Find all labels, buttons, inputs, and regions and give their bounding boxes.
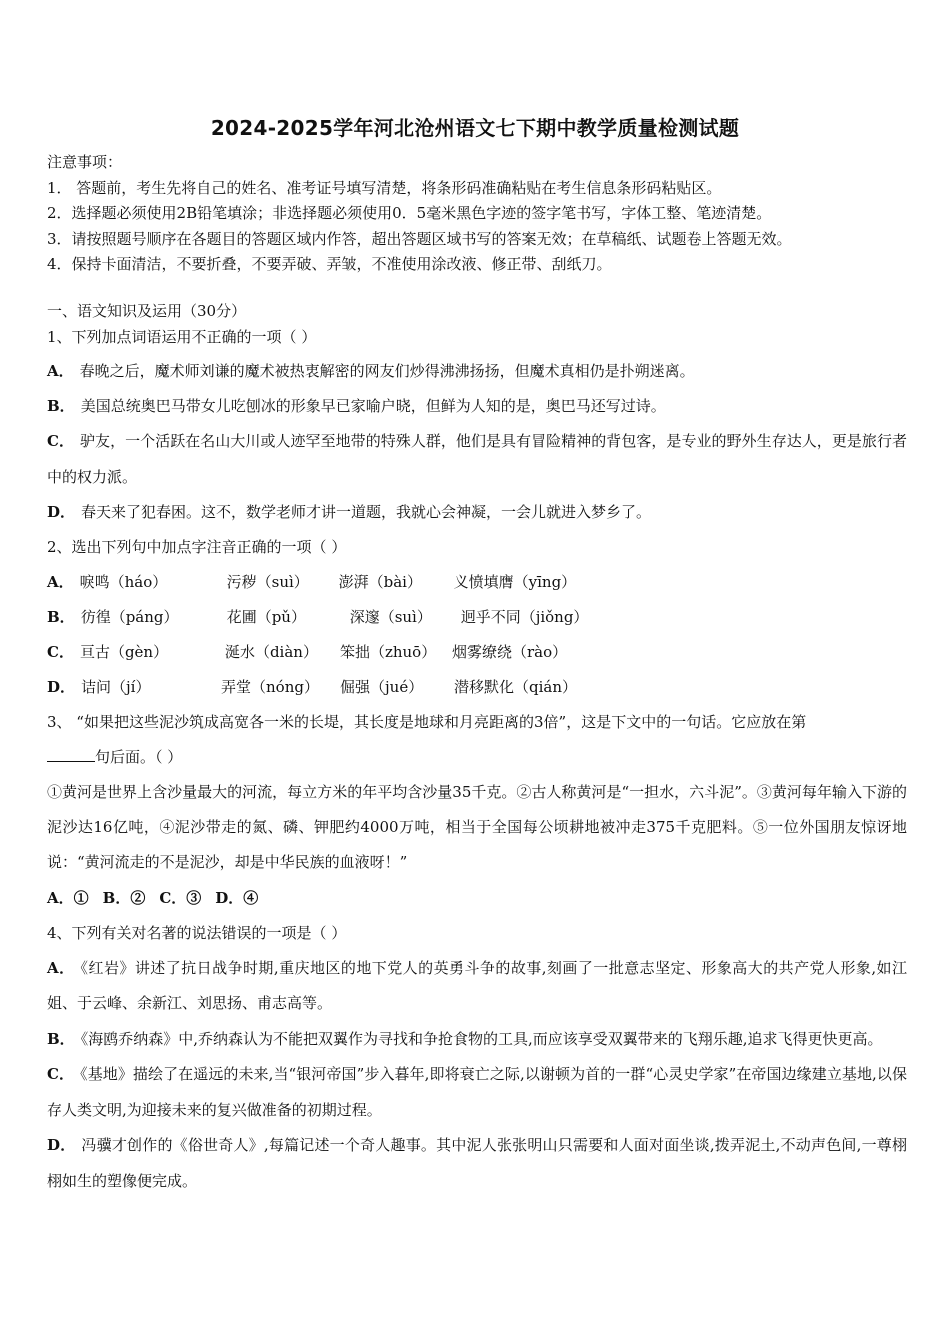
notice-item: 4．保持卡面清洁，不要折叠，不要弄破、弄皱，不准使用涂改液、修正带、刮纸刀。 [47,255,612,273]
option-word: 笨拙（zhuō） [339,643,437,661]
q2-option-d [47,670,907,705]
option-b: B．② [102,888,146,907]
option-label: A． [47,362,74,380]
section-heading: 一、语文知识及运用（30分） [47,302,247,320]
q1-option-a [47,354,907,389]
q3-options [47,881,907,916]
q4-option-d [47,1128,907,1199]
option-text: 驴友，一个活跃在名山大川或人迹罕至地带的特殊人群，他们是具有冒险精神的背包客，是专业的野外生存达人，更是旅行者中的权力派。 [47,432,907,486]
notice-heading: 注意事项： [47,153,123,171]
page-title: 2024-2025学年河北沧州语文七下期中教学质量检测试题 [210,116,740,140]
option-word: 潜移默化（qián） [454,678,578,696]
q2-option-c [47,635,907,670]
q3-stem-suffix: 句后面。（ ） [95,748,183,766]
option-label: B． [47,608,75,626]
option-label: C． [47,1065,75,1084]
q4-option-a [47,951,907,1022]
option-word: 迥乎不同（jiǒng） [460,608,589,626]
option-word: 澎湃（bài） [338,573,422,591]
option-label: D． [47,503,76,521]
q3-passage: ①黄河是世界上含沙量最大的河流，每立方米的年平均含沙量35千克。②古人称黄河是“一担水，六斗泥”。③黄河每年输入下游的泥沙达16亿吨，④泥沙带走的氮、磷、钾肥约4000万吨，相当于全国每公顷耕地被冲走375千克肥料。⑤一位外国朋友惊讶地说：“黄河流走的不是泥沙，却是中华民族的血液呀！” [47,783,907,872]
option-word: 污秽（suì） [226,573,309,591]
option-word: 涎水（diàn） [224,643,318,661]
option-word: 弄堂（nóng） [221,678,319,696]
option-a: A．① [47,888,89,907]
q1-stem: 1、下列加点词语运用不正确的一项（ ） [47,328,317,346]
q2-option-a [47,565,907,600]
option-label: D． [47,1136,76,1155]
option-label: B． [47,1029,75,1048]
option-text: 美国总统奥巴马带女儿吃刨冰的形象早已家喻户晓，但鲜为人知的是，奥巴马还写过诗。 [80,397,666,415]
option-label: D． [47,678,76,696]
q2-stem: 2、选出下列句中加点字注音正确的一项（ ） [47,538,347,556]
q3-stem-line1: 3、 “如果把这些泥沙筑成高宽各一米的长堤，其长度是地球和月亮距离的3倍”，这是下文中的一句话。它应放在第 [47,713,807,731]
notice-item: 2．选择题必须使用2B铅笔填涂；非选择题必须使用0．5毫米黑色字迹的签字笔书写，字体工整、笔迹清楚。 [47,204,772,222]
option-label: A． [47,573,74,591]
q3-stem-line2 [47,740,907,775]
q2-option-b [47,600,907,635]
option-word: 诘问（jí） [81,678,151,696]
notice-section [47,150,792,278]
option-word: 彷徨（páng） [80,608,179,626]
q4-stem: 4、下列有关对名著的说法错误的一项是（ ） [47,923,347,942]
q4-option-c [47,1057,907,1128]
option-label: C． [47,432,75,450]
option-c: C．③ [159,888,202,907]
option-d: D．④ [215,888,259,907]
option-text: 春晚之后，魔术师刘谦的魔术被热衷解密的网友们炒得沸沸扬扬，但魔术真相仍是扑朔迷离。 [79,362,695,380]
option-text: 《红岩》讲述了抗日战争时期,重庆地区的地下党人的英勇斗争的故事,刻画了一批意志坚定、形象高大的共产党人形象,如江姐、于云峰、余新江、刘思扬、甫志高等。 [47,958,908,1013]
option-word: 深邃（suì） [349,608,432,626]
option-text: 冯骥才创作的《俗世奇人》,每篇记述一个奇人趣事。其中泥人张张明山只需要和人面对面坐谈,拨弄泥土,不动声色间,一尊栩栩如生的塑像便完成。 [47,1136,907,1190]
option-text: 《海鸥乔纳森》中,乔纳森认为不能把双翼作为寻找和争抢食物的工具,而应该享受双翼带来的飞翔乐趣,追求飞得更快更高。 [80,1029,883,1048]
option-word: 唳鸣（háo） [79,573,168,591]
option-text: 《基地》描绘了在遥远的未来,当“银河帝国”步入暮年,即将衰亡之际,以谢顿为首的一群“心灵史学家”在帝国边缘建立基地,以保存人类文明,为迎接未来的复兴做准备的初期过程。 [47,1065,907,1119]
q1-option-c [47,424,907,495]
answer-blank [47,747,95,762]
option-word: 花圃（pǔ） [226,608,306,626]
questions [47,297,907,1199]
q1-option-d [47,495,907,530]
notice-item: 3．请按照题号顺序在各题目的答题区域内作答，超出答题区域书写的答案无效；在草稿纸、试题卷上答题无效。 [47,229,792,248]
option-word: 倔强（jué） [340,678,424,696]
option-word: 烟雾缭绕（rào） [451,643,568,661]
q1-option-b [47,389,907,424]
option-label: B． [47,397,75,415]
option-text: 春天来了犯春困。这不，数学老师才讲一道题，我就心会神凝，一会儿就进入梦乡了。 [81,503,652,521]
q4-option-b [47,1022,907,1058]
option-label: A． [47,958,75,977]
notice-item: 1． 答题前，考生先将自己的姓名、准考证号填写清楚，将条形码准确粘贴在考生信息条形码粘贴区。 [47,178,722,197]
option-word: 亘古（gèn） [79,643,169,661]
option-word: 义愤填膺（yīng） [453,573,577,591]
option-label: C． [47,643,74,661]
